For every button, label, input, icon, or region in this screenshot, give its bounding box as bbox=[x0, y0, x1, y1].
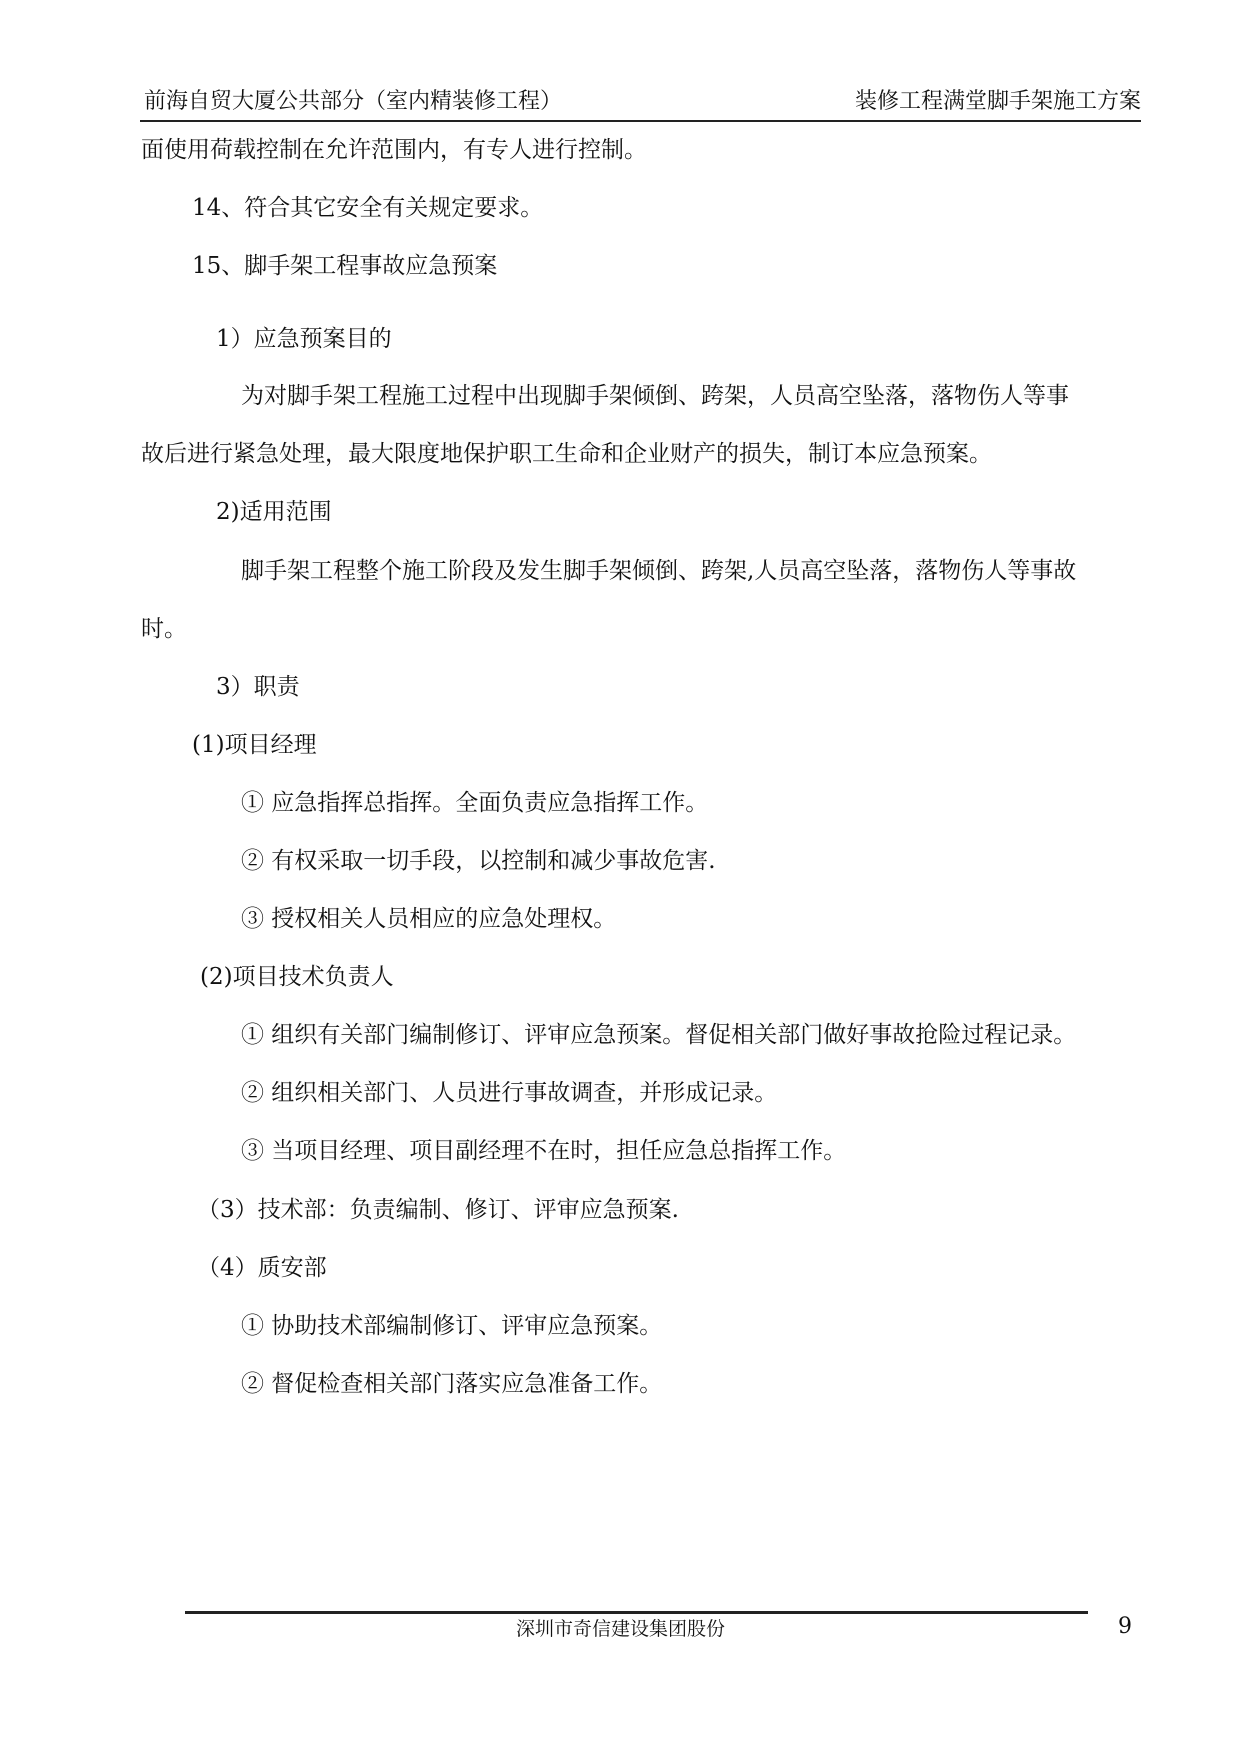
paragraph-line: 为对脚手架工程施工过程中出现脚手架倾倒、跨架，人员高空坠落，落物伤人等事 bbox=[241, 383, 1069, 409]
list-item: ① 组织有关部门编制修订、评审应急预案。督促相关部门做好事故抢险过程记录。 bbox=[241, 1022, 1077, 1048]
role-heading: （4）质安部 bbox=[197, 1255, 327, 1281]
section-item-14: 14、符合其它安全有关规定要求。 bbox=[192, 195, 544, 221]
role-heading: (2)项目技术负责人 bbox=[200, 964, 394, 990]
subheading-duties: 3）职责 bbox=[216, 674, 300, 700]
list-item: ③ 当项目经理、项目副经理不在时，担任应急总指挥工作。 bbox=[241, 1138, 847, 1164]
list-item: ① 协助技术部编制修订、评审应急预案。 bbox=[241, 1313, 663, 1339]
list-item: ② 有权采取一切手段，以控制和减少事故危害. bbox=[241, 848, 716, 874]
header-project-title: 前海自贸大厦公共部分（室内精装修工程） bbox=[144, 89, 563, 114]
section-item-15: 15、脚手架工程事故应急预案 bbox=[192, 253, 498, 279]
paragraph-line: 脚手架工程整个施工阶段及发生脚手架倾倒、跨架,人员高空坠落，落物伤人等事故 bbox=[241, 558, 1077, 584]
subheading-scope: 2)适用范围 bbox=[216, 499, 332, 525]
page-number: 9 bbox=[1118, 1614, 1132, 1639]
list-item: ② 督促检查相关部门落实应急准备工作。 bbox=[241, 1371, 663, 1397]
list-item: ③ 授权相关人员相应的应急处理权。 bbox=[241, 906, 617, 932]
page-header bbox=[140, 84, 1141, 122]
role-heading: (1)项目经理 bbox=[192, 732, 317, 758]
list-item: ② 组织相关部门、人员进行事故调查，并形成记录。 bbox=[241, 1080, 778, 1106]
subheading-purpose: 1）应急预案目的 bbox=[216, 326, 392, 352]
paragraph-line: 故后进行紧急处理，最大限度地保护职工生命和企业财产的损失，制订本应急预案。 bbox=[141, 441, 992, 467]
list-item: ① 应急指挥总指挥。全面负责应急指挥工作。 bbox=[241, 790, 709, 816]
paragraph-line: 面使用荷载控制在允许范围内，有专人进行控制。 bbox=[141, 137, 647, 163]
role-heading: （3）技术部：负责编制、修订、评审应急预案. bbox=[197, 1197, 679, 1223]
header-document-title: 装修工程满堂脚手架施工方案 bbox=[854, 89, 1141, 114]
footer-company: 深圳市奇信建设集团股份 bbox=[515, 1618, 725, 1640]
paragraph-line: 时。 bbox=[141, 616, 187, 642]
